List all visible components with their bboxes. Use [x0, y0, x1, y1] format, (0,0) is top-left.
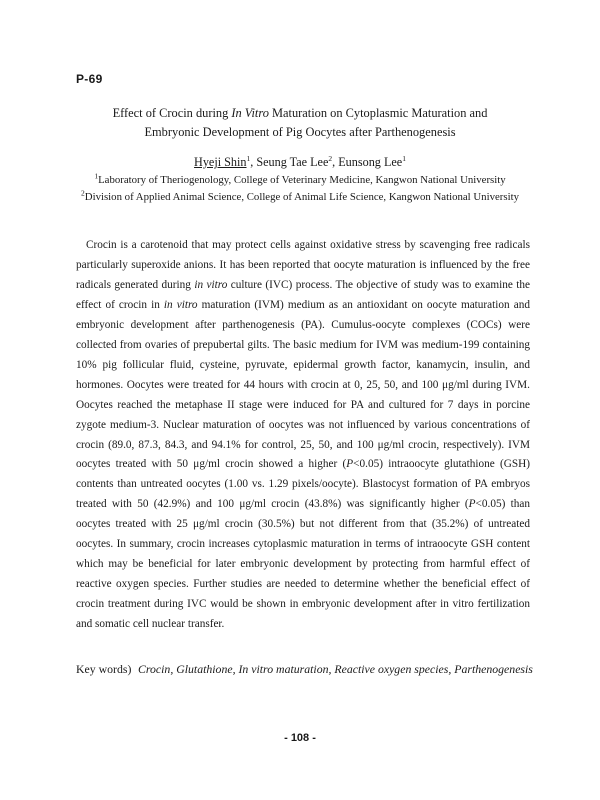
- affiliation-sup: 2: [81, 188, 85, 198]
- abstract-italic: P: [468, 498, 476, 511]
- affiliation-text: Division of Applied Animal Science, College of Animal Life Science, Kangwon National University: [84, 191, 519, 203]
- author-separator: ,: [332, 155, 339, 169]
- affiliation-text: Laboratory of Theriogenology, College of Veterinary Medicine, Kangwon National University: [98, 174, 506, 186]
- page-number: - 108 -: [284, 732, 316, 744]
- abstract-italic: in vitro: [163, 298, 198, 311]
- presenting-author: Hyeji Shin: [194, 155, 247, 169]
- author-sup: 1: [402, 153, 406, 163]
- keywords-list: Crocin, Glutathione, In vitro maturation, Reactive oxygen species, Parthenogenesis: [138, 662, 533, 676]
- title-line1-pre: Effect of Crocin during: [112, 106, 232, 120]
- author-name: Seung Tae Lee: [256, 155, 329, 169]
- title-line2: Embryonic Development of Pig Oocytes after Parthenogenesis: [144, 125, 456, 139]
- title-line1-post: Maturation on Cytoplasmic Maturation and: [268, 106, 488, 120]
- author-sup: 2: [328, 153, 333, 163]
- author-sup: 1: [246, 153, 251, 163]
- abstract-italic: in vitro: [194, 278, 228, 291]
- abstract-body: [76, 236, 530, 635]
- affiliation-2: [78, 189, 522, 205]
- keywords-label: Key words): [76, 662, 132, 676]
- abstract-text: culture (IVC) process. The objective of study was to examine the effect of crocin in: [76, 278, 530, 311]
- affiliation-sup: 1: [94, 171, 99, 181]
- author-list: [60, 154, 540, 170]
- abstract-text: Crocin is a carotenoid that may protect cells against oxidative stress by scavenging free radicals particularly superoxide anions. It has been reported that oocyte maturation is influenced by the free radicals generated during: [76, 239, 530, 291]
- title-in-vitro: In Vitro: [231, 106, 269, 120]
- author-separator: ,: [250, 155, 257, 169]
- author-name: Eunsong Lee: [338, 155, 403, 169]
- paper-title: [60, 104, 540, 142]
- poster-code: P-69: [76, 72, 103, 86]
- abstract-text: <0.05) than oocytes treated with 25 μg/ml crocin (30.5%) but not different from that (35.2%) of untreated oocytes. In summary, crocin increases cytoplasmic maturation in terms of intraoocyte GSH content which may be beneficial for later embryonic development by protecting from harmful effect of reactive oxygen species. Further studies are needed to determine whether the beneficial effect of crocin treatment during IVC would be shown in embryonic development after in vitro fertilization and somatic cell nuclear transfer.: [76, 498, 530, 631]
- abstract-text: maturation (IVM) medium as an antioxidant on oocyte maturation and embryonic development after parthenogenesis (PA). Cumulus-oocyte complexes (COCs) were collected from ovaries of prepubertal gilts. The basic medium for IVM was medium-199 containing 10% pig follicular fluid, cysteine, pyruvate, epidermal growth factor, kanamycin, insulin, and hormones. Oocytes were treated for 44 hours with crocin at 0, 25, 50, and 100 μg/ml during IVM. Oocytes reached the metaphase II stage were induced for PA and cultured for 7 days in porcine zygote medium-3. Nuclear maturation of oocytes was not influenced by various concentrations of crocin (89.0, 87.3, 84.3, and 94.1% for control, 25, 50, and 100 μg/ml crocin, respectively). IVM oocytes treated with 50 μg/ml crocin showed a higher (: [76, 298, 530, 471]
- affiliation-1: [78, 172, 522, 188]
- abstract-text: <0.05) intraoocyte glutathione (GSH) contents than untreated oocytes (1.00 vs. 1.29 pixels/oocyte). Blastocyst formation of PA embryos treated with 50 (42.9%) and 100 μg/ml crocin (43.8%) was significantly higher (: [76, 458, 530, 511]
- abstract-italic: P: [346, 458, 354, 471]
